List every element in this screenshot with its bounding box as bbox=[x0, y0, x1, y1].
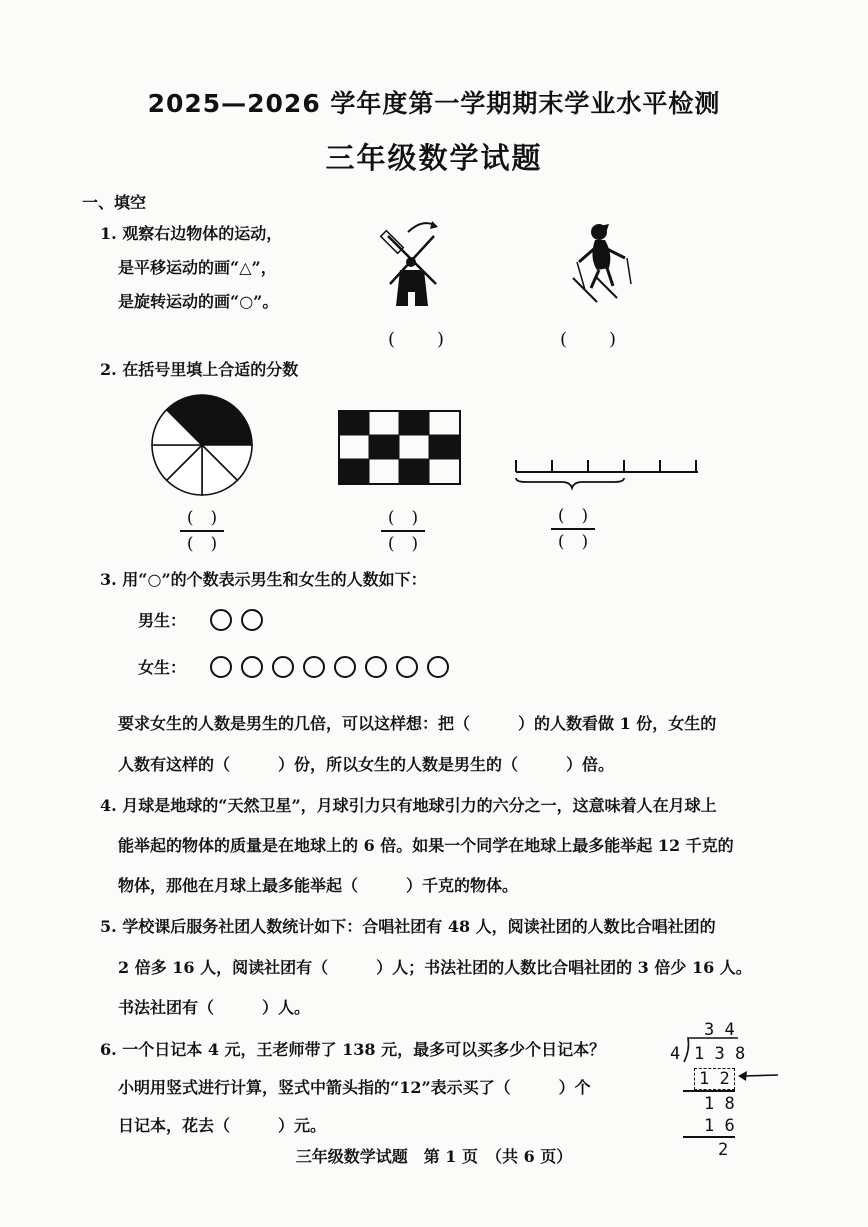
q5-line2: 2 倍多 16 人，阅读社团有（ ）人；书法社团的人数比合唱社团的 3 倍少 16 人。 bbox=[118, 958, 752, 977]
q6-line3: 日记本，花去（ ）元。 bbox=[118, 1116, 327, 1135]
fraction-circle bbox=[150, 393, 254, 497]
exam-subtitle: 三年级数学试题 bbox=[325, 141, 543, 175]
section-heading: 一、填空 bbox=[82, 193, 147, 212]
count-circle bbox=[210, 656, 232, 678]
count-circle bbox=[272, 656, 294, 678]
fraction-answer-1[interactable] bbox=[180, 510, 224, 553]
count-circle bbox=[210, 609, 232, 631]
q4-line1: 4. 月球是地球的“天然卫星”，月球引力只有地球引力的六分之一，这意味着人在月球上 bbox=[100, 796, 717, 815]
q1-line1: 1. 观察右边物体的运动， bbox=[100, 224, 283, 243]
q3-line1: 要求女生的人数是男生的几倍，可以这样想：把（ ）的人数看做 1 份，女生的 bbox=[118, 714, 717, 733]
division-remainder: 2 bbox=[718, 1140, 729, 1160]
count-circle bbox=[365, 656, 387, 678]
fraction-numerator[interactable]: ( ) bbox=[557, 506, 589, 526]
fraction-denominator[interactable]: ( ) bbox=[186, 534, 218, 554]
fraction-numerator[interactable]: ( ) bbox=[186, 508, 218, 528]
count-circle bbox=[334, 656, 356, 678]
count-circle bbox=[396, 656, 418, 678]
q6-line2: 小明用竖式进行计算，竖式中箭头指的“12”表示买了（ ）个 bbox=[118, 1078, 591, 1097]
q3-line2: 人数有这样的（ ）份，所以女生的人数是男生的（ ）倍。 bbox=[118, 755, 615, 774]
exam-title: 2025—2026 学年度第一学期期末学业水平检测 bbox=[147, 89, 721, 118]
division-rule-1 bbox=[683, 1090, 735, 1092]
count-circle bbox=[427, 656, 449, 678]
q4-line2: 能举起的物体的质量是在地球上的 6 倍。如果一个同学在地球上最多能举起 12 千克的 bbox=[118, 836, 734, 855]
q1-answer-blank-1[interactable]: ( ) bbox=[388, 329, 447, 350]
division-divisor: 4 bbox=[670, 1044, 681, 1064]
boys-label: 男生： bbox=[138, 611, 187, 630]
fraction-denominator[interactable]: ( ) bbox=[387, 534, 419, 554]
windmill-icon bbox=[368, 210, 458, 310]
q3-prompt: 3. 用“○”的个数表示男生和女生的人数如下： bbox=[100, 570, 427, 589]
q5-line1: 5. 学校课后服务社团人数统计如下：合唱社团有 48 人，阅读社团的人数比合唱社团的 bbox=[100, 917, 716, 936]
division-step-18: 1 8 bbox=[704, 1094, 735, 1114]
skier-icon bbox=[565, 218, 645, 308]
division-dividend: 1 3 8 bbox=[694, 1044, 746, 1064]
q4-line3: 物体，那他在月球上最多能举起（ ）千克的物体。 bbox=[118, 876, 519, 895]
q6-line1: 6. 一个日记本 4 元，王老师带了 138 元，最多可以买多少个日记本？ bbox=[100, 1040, 606, 1059]
division-rule-2 bbox=[683, 1136, 735, 1138]
arrow-left-icon bbox=[738, 1068, 780, 1084]
fraction-bar bbox=[180, 530, 224, 532]
division-step-16: 1 6 bbox=[704, 1116, 735, 1136]
fraction-segment-line bbox=[510, 452, 702, 492]
fraction-answer-2[interactable] bbox=[381, 510, 425, 553]
q2-prompt: 2. 在括号里填上合适的分数 bbox=[100, 360, 299, 379]
fraction-numerator[interactable]: ( ) bbox=[387, 508, 419, 528]
fraction-bar bbox=[551, 528, 595, 530]
fraction-bar bbox=[381, 530, 425, 532]
girls-circles bbox=[210, 656, 458, 682]
fraction-denominator[interactable]: ( ) bbox=[557, 532, 589, 552]
boys-circles bbox=[210, 609, 272, 635]
fraction-grid bbox=[338, 410, 462, 486]
q5-line3: 书法社团有（ ）人。 bbox=[118, 998, 311, 1017]
division-step-12: 1 2 bbox=[694, 1068, 735, 1090]
girls-label: 女生： bbox=[138, 658, 187, 677]
q1-answer-blank-2[interactable]: ( ) bbox=[560, 329, 619, 350]
count-circle bbox=[241, 656, 263, 678]
count-circle bbox=[303, 656, 325, 678]
count-circle bbox=[241, 609, 263, 631]
page-footer: 三年级数学试题 第 1 页 （共 6 页） bbox=[295, 1147, 573, 1166]
fraction-answer-3[interactable] bbox=[551, 508, 595, 551]
q1-line2: 是平移运动的画“△”， bbox=[118, 258, 277, 277]
q1-line3: 是旋转运动的画“○”。 bbox=[118, 292, 279, 311]
division-quotient: 3 4 bbox=[704, 1020, 735, 1040]
